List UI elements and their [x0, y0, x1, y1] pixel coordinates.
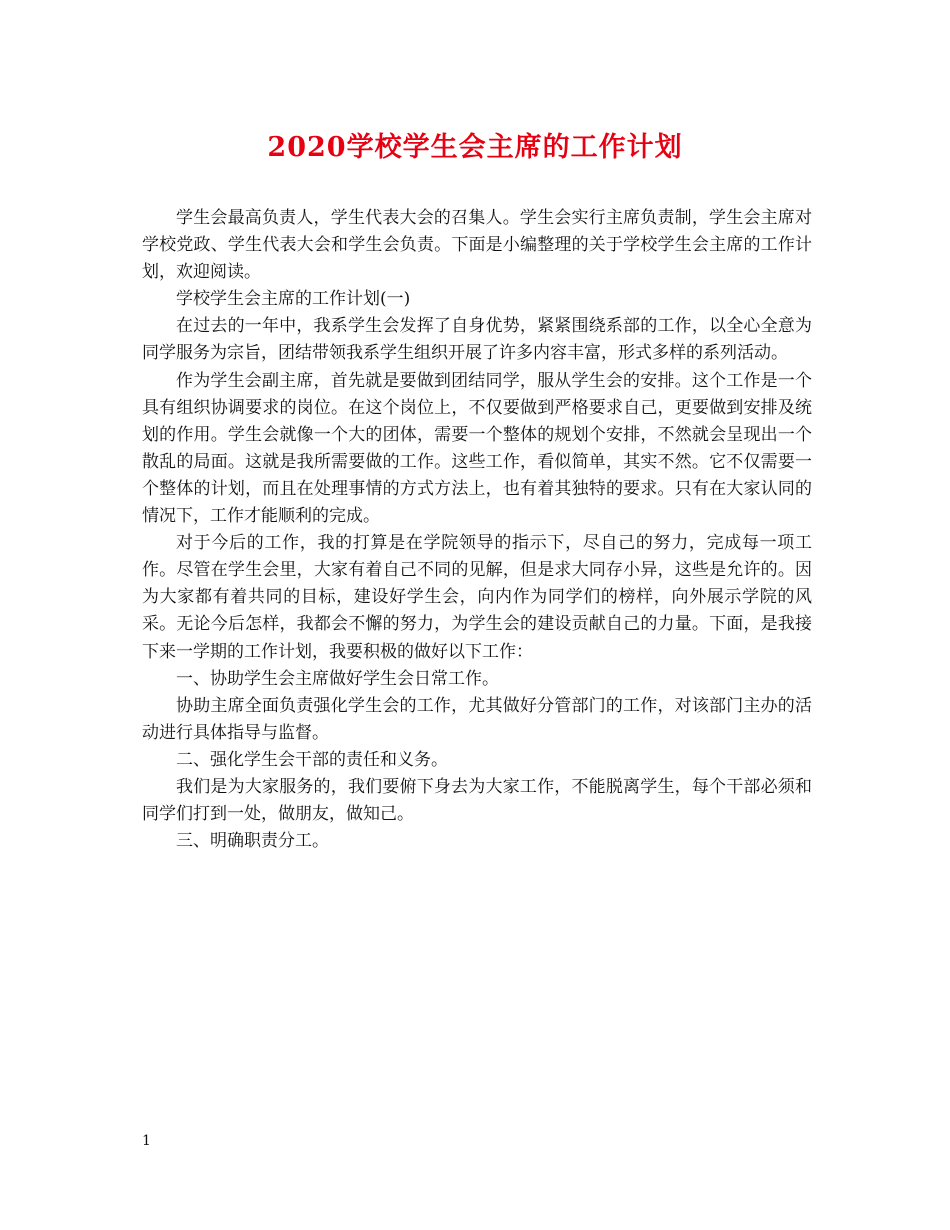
paragraph-item-two-detail: 我们是为大家服务的，我们要俯下身去为大家工作，不能脱离学生，每个干部必须和同学们打到一处，做朋友，做知己。 — [142, 776, 812, 825]
paragraph-item-three: 三、明确职责分工。 — [176, 831, 329, 852]
paragraph-past-year: 在过去的一年中，我系学生会发挥了自身优势，紧紧围绕系部的工作，以全心全意为同学服务为宗旨，团结带领我系学生组织开展了许多内容丰富，形式多样的系列活动。 — [142, 316, 812, 364]
paragraph-section-heading: 学校学生会主席的工作计划(一) — [176, 289, 411, 310]
paragraph-vice-chair-role: 作为学生会副主席，首先就是要做到团结同学，服从学生会的安排。这个工作是一个具有组织协调要求的岗位。在这个岗位上，不仅要做到严格要求自己，更要做到安排及统划的作用。学生会就像一个大的团体，需要一个整体的规划个安排，不然就会呈现出一个散乱的局面。这就是我所需要做的工作。这些工作，看似简单，其实不然。它不仅需要一个整体的计划，而且在处理事情的方式方法上，也有着其独特的要求。只有在大家认同的情况下，工作才能顺利的完成。 — [142, 370, 812, 527]
document-title: 2020学校学生会主席的工作计划 — [267, 132, 683, 163]
paragraph-item-one: 一、协助学生会主席做好学生会日常工作。 — [176, 668, 499, 689]
paragraph-item-two: 二、强化学生会干部的责任和义务。 — [176, 749, 448, 770]
document-body — [142, 205, 812, 855]
paragraph-intro: 学生会最高负责人，学生代表大会的召集人。学生会实行主席负责制，学生会主席对学校党政、学生代表大会和学生会负责。下面是小编整理的关于学校学生会主席的工作计划，欢迎阅读。 — [142, 208, 812, 283]
paragraph-future-work: 对于今后的工作，我的打算是在学院领导的指示下，尽自己的努力，完成每一项工作。尽管在学生会里，大家有着自己不同的见解，但是求大同存小异，这些是允许的。因为大家都有着共同的目标，建设好学生会，向内作为同学们的榜样，向外展示学院的风采。无论今后怎样，我都会不懈的努力，为学生会的建设贡献自己的力量。下面，是我接下来一学期的工作计划，我要积极的做好以下工作： — [142, 533, 812, 662]
paragraph-item-one-detail: 协助主席全面负责强化学生会的工作，尤其做好分管部门的工作，对该部门主办的活动进行具体指导与监督。 — [142, 695, 812, 743]
page-number: 1 — [142, 1133, 151, 1149]
